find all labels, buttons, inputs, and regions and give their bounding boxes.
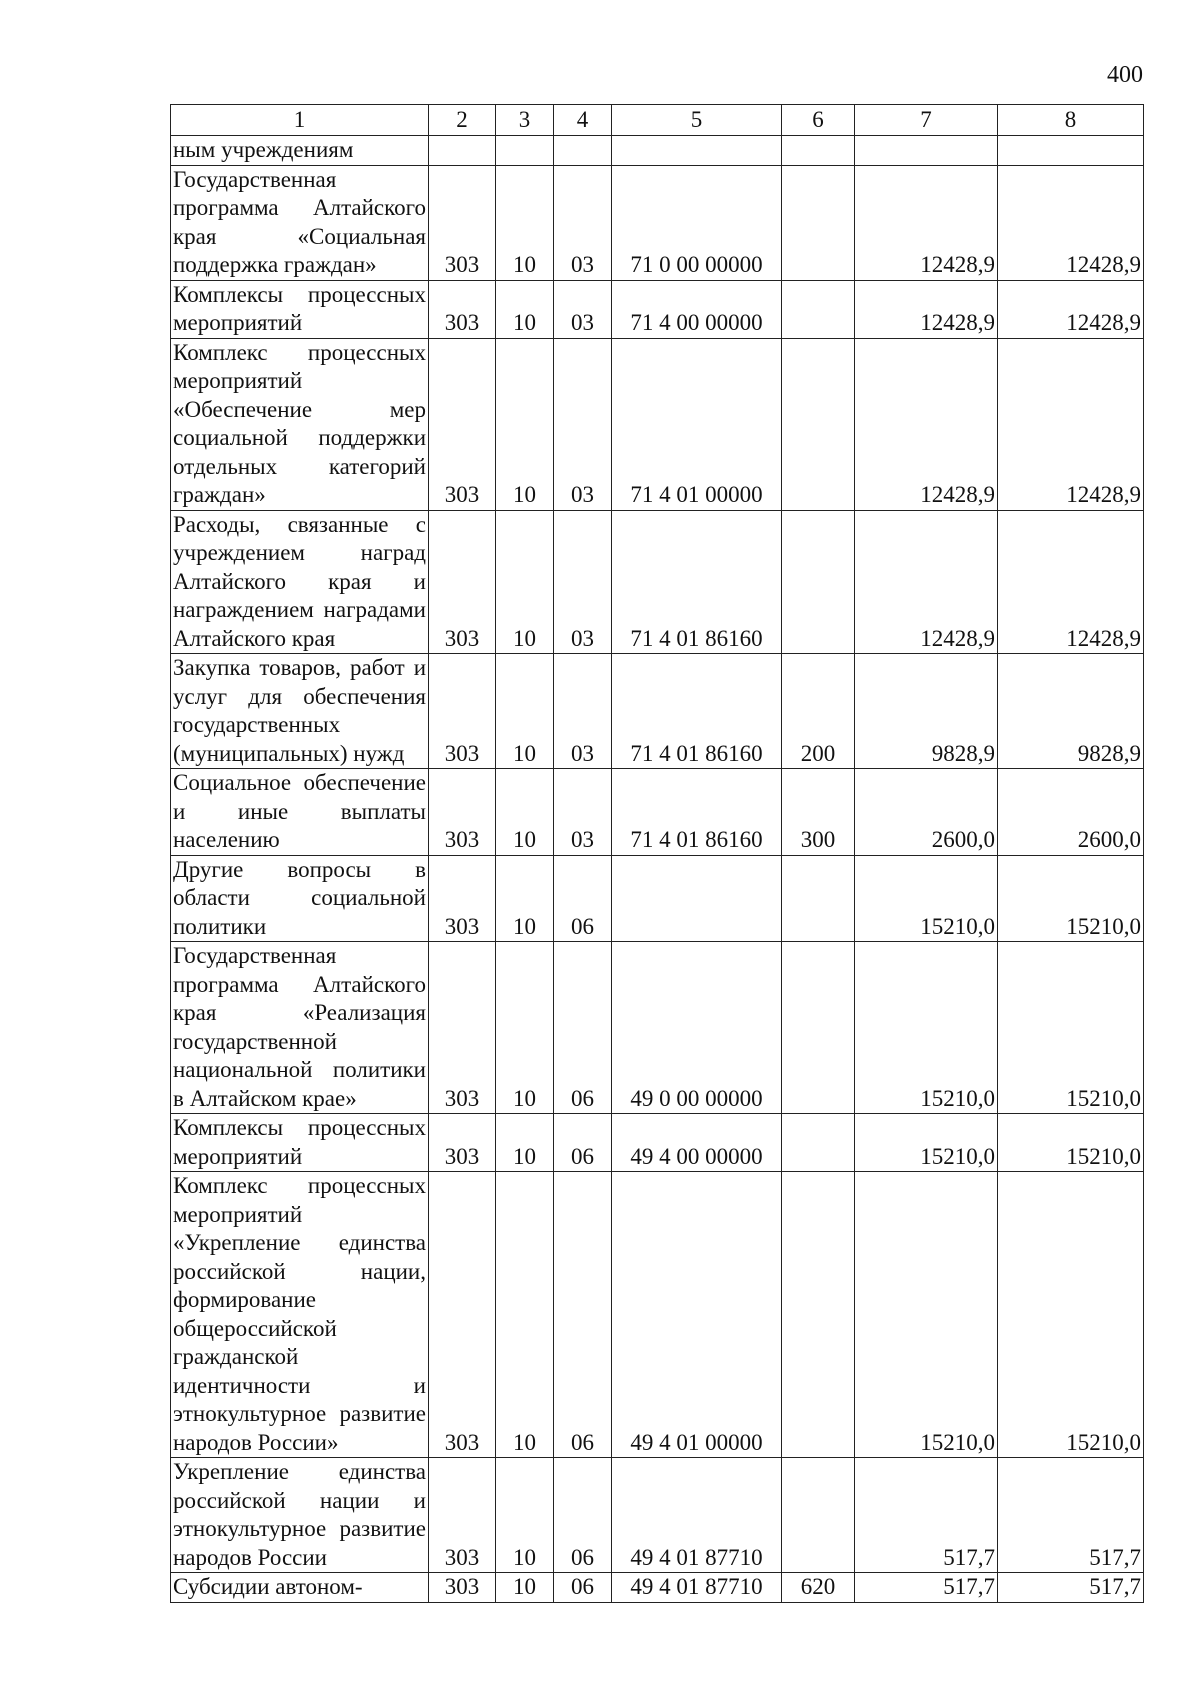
header-col-7: 7 <box>855 105 998 136</box>
row-section: 10 <box>496 1114 554 1172</box>
row-amount-col8 <box>998 136 1144 166</box>
row-ministry-code: 303 <box>429 165 496 280</box>
row-expense-type <box>782 1172 855 1458</box>
row-name: Государственная программа Алтайского края «Социальная поддержка граждан» <box>171 165 429 280</box>
row-subsection: 06 <box>554 1114 612 1172</box>
row-target-article: 71 4 00 00000 <box>612 280 782 338</box>
row-ministry-code: 303 <box>429 510 496 654</box>
table-row <box>171 165 1144 280</box>
row-target-article <box>612 855 782 942</box>
row-expense-type: 620 <box>782 1573 855 1603</box>
row-expense-type: 200 <box>782 654 855 769</box>
row-subsection: 06 <box>554 1458 612 1573</box>
row-name: Социальное обеспечение и иные выплаты населению <box>171 769 429 856</box>
row-target-article: 71 0 00 00000 <box>612 165 782 280</box>
row-amount-col7: 12428,9 <box>855 510 998 654</box>
row-expense-type <box>782 1458 855 1573</box>
row-ministry-code: 303 <box>429 855 496 942</box>
table-row <box>171 942 1144 1114</box>
row-ministry-code <box>429 136 496 166</box>
row-expense-type <box>782 338 855 510</box>
row-target-article: 71 4 01 86160 <box>612 769 782 856</box>
row-subsection <box>554 136 612 166</box>
table-row <box>171 136 1144 166</box>
row-subsection: 03 <box>554 165 612 280</box>
header-col-3: 3 <box>496 105 554 136</box>
row-expense-type <box>782 942 855 1114</box>
row-amount-col7: 12428,9 <box>855 165 998 280</box>
row-subsection: 03 <box>554 338 612 510</box>
row-amount-col7: 15210,0 <box>855 1172 998 1458</box>
budget-table <box>170 104 1144 1603</box>
header-col-2: 2 <box>429 105 496 136</box>
row-expense-type: 300 <box>782 769 855 856</box>
row-name: Комплекс процессных мероприятий «Укрепление единства российской нации, формирование общероссийской гражданской идентичности и этнокультурное развитие народов России» <box>171 1172 429 1458</box>
row-expense-type <box>782 280 855 338</box>
row-amount-col7: 15210,0 <box>855 855 998 942</box>
row-amount-col7: 9828,9 <box>855 654 998 769</box>
row-target-article: 71 4 01 00000 <box>612 338 782 510</box>
row-amount-col7: 517,7 <box>855 1458 998 1573</box>
row-amount-col8: 12428,9 <box>998 280 1144 338</box>
row-subsection: 03 <box>554 769 612 856</box>
row-ministry-code: 303 <box>429 1172 496 1458</box>
row-subsection: 06 <box>554 1573 612 1603</box>
row-amount-col8: 517,7 <box>998 1573 1144 1603</box>
row-target-article: 71 4 01 86160 <box>612 510 782 654</box>
row-section: 10 <box>496 654 554 769</box>
table-row <box>171 1458 1144 1573</box>
header-col-5: 5 <box>612 105 782 136</box>
table-row <box>171 769 1144 856</box>
row-ministry-code: 303 <box>429 280 496 338</box>
table-row <box>171 338 1144 510</box>
row-expense-type <box>782 855 855 942</box>
row-expense-type <box>782 1114 855 1172</box>
row-section: 10 <box>496 280 554 338</box>
row-subsection: 03 <box>554 280 612 338</box>
table-header-row <box>171 105 1144 136</box>
row-ministry-code: 303 <box>429 769 496 856</box>
row-name: Государственная программа Алтайского края «Реализация государственной национальной политики в Алтайском крае» <box>171 942 429 1114</box>
row-ministry-code: 303 <box>429 338 496 510</box>
row-section: 10 <box>496 165 554 280</box>
row-target-article <box>612 136 782 166</box>
row-name: Комплексы процессных мероприятий <box>171 280 429 338</box>
row-name: Комплексы процессных мероприятий <box>171 1114 429 1172</box>
row-name: Закупка товаров, работ и услуг для обеспечения государственных (муниципальных) нужд <box>171 654 429 769</box>
row-amount-col7: 517,7 <box>855 1573 998 1603</box>
row-name: Расходы, связанные с учреждением наград Алтайского края и награждением наградами Алтайского края <box>171 510 429 654</box>
table-row <box>171 1172 1144 1458</box>
row-amount-col8: 15210,0 <box>998 942 1144 1114</box>
row-target-article: 71 4 01 86160 <box>612 654 782 769</box>
row-name: Укрепление единства российской нации и этнокультурное развитие народов России <box>171 1458 429 1573</box>
row-section: 10 <box>496 769 554 856</box>
header-col-1: 1 <box>171 105 429 136</box>
table-row <box>171 654 1144 769</box>
row-ministry-code: 303 <box>429 654 496 769</box>
row-ministry-code: 303 <box>429 1114 496 1172</box>
row-target-article: 49 4 01 00000 <box>612 1172 782 1458</box>
row-amount-col8: 12428,9 <box>998 510 1144 654</box>
row-subsection: 03 <box>554 510 612 654</box>
row-amount-col8: 12428,9 <box>998 338 1144 510</box>
row-ministry-code: 303 <box>429 1573 496 1603</box>
row-amount-col7: 12428,9 <box>855 338 998 510</box>
row-amount-col8: 15210,0 <box>998 1172 1144 1458</box>
table-row <box>171 510 1144 654</box>
row-expense-type <box>782 136 855 166</box>
row-name: ным учреждениям <box>171 136 429 166</box>
row-ministry-code: 303 <box>429 942 496 1114</box>
row-ministry-code: 303 <box>429 1458 496 1573</box>
header-col-8: 8 <box>998 105 1144 136</box>
row-subsection: 06 <box>554 942 612 1114</box>
row-name: Другие вопросы в области социальной политики <box>171 855 429 942</box>
row-section: 10 <box>496 1573 554 1603</box>
row-target-article: 49 0 00 00000 <box>612 942 782 1114</box>
row-section: 10 <box>496 1458 554 1573</box>
row-name: Субсидии автоном- <box>171 1573 429 1603</box>
row-amount-col8: 15210,0 <box>998 855 1144 942</box>
row-amount-col7: 15210,0 <box>855 1114 998 1172</box>
row-amount-col7: 12428,9 <box>855 280 998 338</box>
row-section: 10 <box>496 510 554 654</box>
table-row <box>171 1573 1144 1603</box>
row-section: 10 <box>496 855 554 942</box>
row-subsection: 06 <box>554 855 612 942</box>
row-expense-type <box>782 510 855 654</box>
table-row <box>171 1114 1144 1172</box>
row-section: 10 <box>496 338 554 510</box>
row-target-article: 49 4 00 00000 <box>612 1114 782 1172</box>
table-row <box>171 280 1144 338</box>
table-row <box>171 855 1144 942</box>
row-section <box>496 136 554 166</box>
row-section: 10 <box>496 1172 554 1458</box>
page-number: 400 <box>1107 62 1143 88</box>
row-target-article: 49 4 01 87710 <box>612 1573 782 1603</box>
row-amount-col8: 517,7 <box>998 1458 1144 1573</box>
row-name: Комплекс процессных мероприятий «Обеспечение мер социальной поддержки отдельных категорий граждан» <box>171 338 429 510</box>
row-target-article: 49 4 01 87710 <box>612 1458 782 1573</box>
header-col-4: 4 <box>554 105 612 136</box>
row-subsection: 03 <box>554 654 612 769</box>
row-amount-col8: 9828,9 <box>998 654 1144 769</box>
row-amount-col7: 2600,0 <box>855 769 998 856</box>
row-amount-col8: 2600,0 <box>998 769 1144 856</box>
row-amount-col8: 12428,9 <box>998 165 1144 280</box>
row-amount-col7: 15210,0 <box>855 942 998 1114</box>
row-amount-col8: 15210,0 <box>998 1114 1144 1172</box>
row-amount-col7 <box>855 136 998 166</box>
header-col-6: 6 <box>782 105 855 136</box>
row-subsection: 06 <box>554 1172 612 1458</box>
row-expense-type <box>782 165 855 280</box>
row-section: 10 <box>496 942 554 1114</box>
